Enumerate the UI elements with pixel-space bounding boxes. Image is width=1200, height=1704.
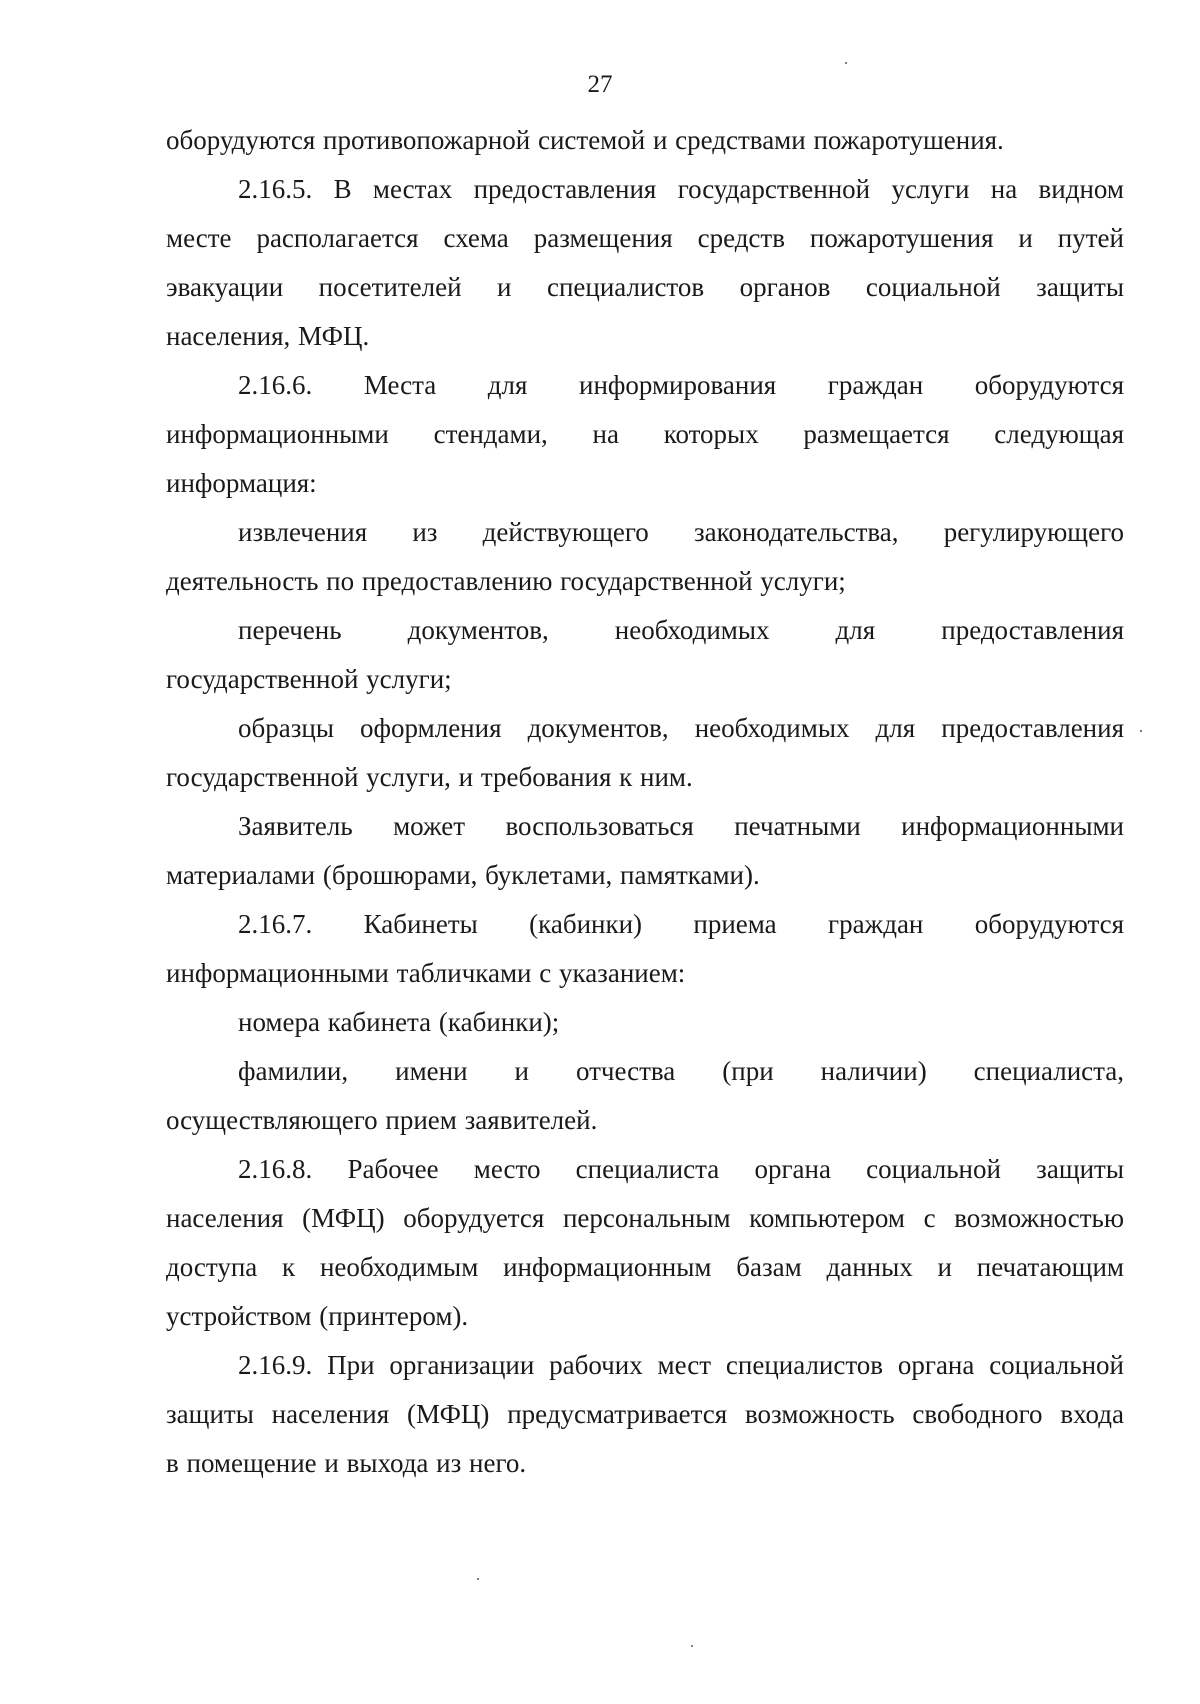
text-line: фамилии, имени и отчества (при наличии) специалиста, bbox=[238, 1056, 1124, 1086]
text-line: перечень документов, необходимых для предоставления bbox=[238, 615, 1124, 645]
text-line: информационными табличками с указанием: bbox=[166, 958, 686, 988]
text-line: оборудуются противопожарной системой и средствами пожаротушения. bbox=[166, 125, 1004, 155]
text-line: в помещение и выхода из него. bbox=[166, 1448, 527, 1478]
scan-speck bbox=[477, 1578, 479, 1580]
text-line: государственной услуги; bbox=[166, 664, 452, 694]
text-line: 2.16.6. Места для информирования граждан оборудуются bbox=[238, 370, 1124, 400]
text-line: осуществляющего прием заявителей. bbox=[166, 1105, 598, 1135]
scan-speck bbox=[845, 62, 847, 64]
document-body bbox=[166, 116, 1124, 1488]
text-line: 2.16.7. Кабинеты (кабинки) приема граждан оборудуются bbox=[238, 909, 1124, 939]
text-line: устройством (принтером). bbox=[166, 1301, 469, 1331]
text-line: 2.16.9. При организации рабочих мест специалистов органа социальной bbox=[238, 1350, 1124, 1380]
text-line: информационными стендами, на которых размещается следующая bbox=[166, 419, 1124, 449]
text-line: эвакуации посетителей и специалистов органов социальной защиты bbox=[166, 272, 1124, 302]
text-line: материалами (брошюрами, буклетами, памятками). bbox=[166, 860, 760, 890]
text-line: извлечения из действующего законодательства, регулирующего bbox=[238, 517, 1124, 547]
text-line: государственной услуги, и требования к ним. bbox=[166, 762, 693, 792]
text-line: номера кабинета (кабинки); bbox=[238, 1007, 560, 1037]
scan-speck bbox=[1140, 730, 1142, 732]
text-line: населения, МФЦ. bbox=[166, 321, 370, 351]
text-line: доступа к необходимым информационным базам данных и печатающим bbox=[166, 1252, 1124, 1282]
text-line: месте располагается схема размещения средств пожаротушения и путей bbox=[166, 223, 1124, 253]
text-line: Заявитель может воспользоваться печатными информационными bbox=[238, 811, 1124, 841]
text-line: образцы оформления документов, необходимых для предоставления bbox=[238, 713, 1124, 743]
page-number: 27 bbox=[587, 71, 613, 98]
text-line: защиты населения (МФЦ) предусматривается возможность свободного входа bbox=[166, 1399, 1124, 1429]
text-line: деятельность по предоставлению государственной услуги; bbox=[166, 566, 846, 596]
text-line: 2.16.8. Рабочее место специалиста органа социальной защиты bbox=[238, 1154, 1124, 1184]
text-line: населения (МФЦ) оборудуется персональным компьютером с возможностью bbox=[166, 1203, 1124, 1233]
text-line: информация: bbox=[166, 468, 317, 498]
scan-speck bbox=[691, 1645, 693, 1647]
text-line: 2.16.5. В местах предоставления государственной услуги на видном bbox=[238, 174, 1124, 204]
